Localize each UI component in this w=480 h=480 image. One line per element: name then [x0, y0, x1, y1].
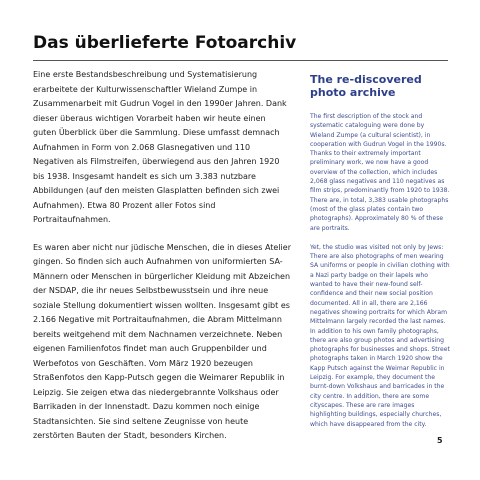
german-text-column [33, 68, 291, 457]
english-paragraph-1: The first description of the stock and systematic cataloguing were done by Wieland Zumpe (a cultural scientist), in cooperation with Gudrun Vogel in the 1990s. Thanks to their extremely important preliminary work, we now have a good overview of the collection, which includes 2,068 glass negatives and 110 negatives as film strips, predominantly from 1920 to 1938. There are, in total, 3,383 usable photographs (most of the glass plates contain two photographs). Approximately 80 % of these are portraits. [310, 113, 450, 232]
german-paragraph-2: Es waren aber nicht nur jüdische Menschen, die in dieses Atelier gingen. So finden sich auch Aufnahmen von uniformierten SA-Männern oder Menschen in bürgerlicher Kleidung mit Abzeichen der NSDAP, die ihr neues Selbstbewusstsein und ihre neue soziale Stellung dokumentiert wissen wollten. Insgesamt gibt es 2.166 Negative mit Portraitaufnahmen, die Abram Mittelmann bereits weitgehend mit dem Nachnamen verzeichnete. Neben eigenen Familienfotos findet man auch Gruppenbilder und Werbefotos von Geschäften. Vom März 1920 bezeugen Straßenfotos den Kapp-Putsch gegen die Weimarer Republik in Leipzig. Sie zeigen etwa das niedergebrannte Volkshaus oder Barrikaden in der Innenstadt. Dazu kommen noch einige Stadtansichten. Sie sind seltene Zeugnisse von heute zerstörten Bauten der Stadt, besonders Kirchen. [33, 242, 291, 440]
page-title: Das überlieferte Fotoarchiv [33, 33, 297, 53]
german-paragraph-1: Eine erste Bestandsbeschreibung und Systematisierung erarbeitete der Kulturwissenschaftler Wieland Zumpe in Zusammenarbeit mit Gudrun Vogel in den 1990er Jahren. Dank dieser überaus wichtigen Vorarbeit haben wir heute einen guten Überblick über die Sammlung. Diese umfasst demnach Aufnahmen in Form von 2.068 Glasnegativen und 110 Negativen als Filmstreifen, überwiegend aus den Jahren 1920 bis 1938. Insgesamt handelt es sich um 3.383 nutzbare Abbildungen (auf den meisten Glasplatten befinden sich zwei Aufnahmen). Etwa 80 Prozent aller Fotos sind Portraitaufnahmen. [33, 70, 287, 224]
english-paragraph-2: Yet, the studio was visited not only by Jews: There are also photographs of men wearing SA uniforms or people in civilian clothing with a Nazi party badge on their lapels who wanted to have their new-found self-confidence and their new social position documented. All in all, there are 2,166 negatives showing portraits for which Abram Mittelmann largely recorded the last names. In addition to his own family photographs, there are also group photos and advertising photographs for businesses and shops. Street photographs taken in March 1920 show the Kapp Putsch against the Weimar Republic in Leipzig. For example, they document the burnt-down Volkshaus and barricades in the city centre. In addition, there are some cityscapes. These are rare images highlighting buildings, especially churches, which have disappeared from the city. [310, 243, 450, 428]
english-text-column [310, 73, 450, 439]
title-rule [33, 60, 448, 61]
english-title: The re-discovered photo archive [310, 73, 422, 99]
page-number: 5 [437, 436, 443, 445]
